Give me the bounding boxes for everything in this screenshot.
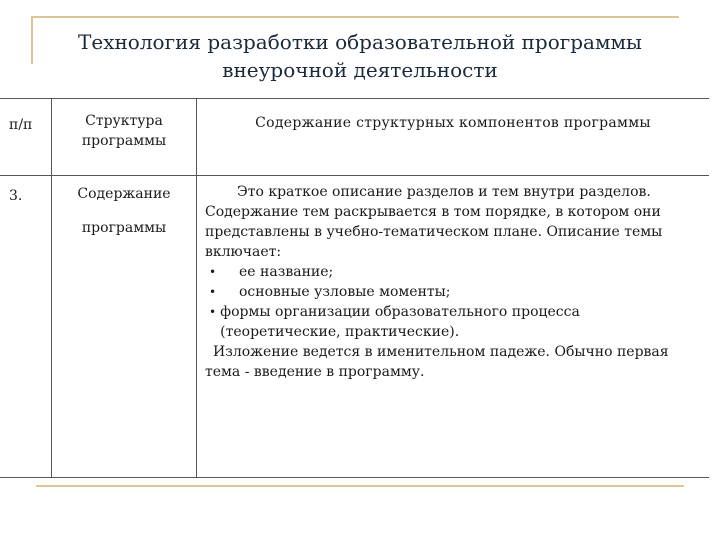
list-item	[205, 282, 701, 302]
bullet-icon: •	[209, 285, 217, 299]
bullet-text: основные узловые моменты;	[239, 284, 451, 300]
row-structure	[52, 176, 197, 478]
table-header-row	[0, 99, 709, 176]
header-number: п/п	[0, 99, 52, 176]
program-structure-table	[0, 98, 709, 478]
content-outro: Изложение ведется в именительном падеже. Обычно первая тема - введение в программу.	[205, 344, 669, 380]
list-item	[205, 302, 701, 342]
table-row	[0, 176, 709, 478]
row-structure-line2: программы	[81, 220, 167, 236]
list-item	[205, 262, 701, 282]
left-divider	[31, 16, 33, 64]
bullet-icon: •	[209, 265, 217, 279]
row-structure-line1: Содержание	[77, 186, 171, 202]
header-content: Содержание структурных компонентов программы	[197, 99, 710, 176]
row-content	[197, 176, 710, 478]
slide-title: Технология разработки образовательной программы внеурочной деятельности	[78, 30, 642, 82]
bullet-text: формы организации образовательного процесса (теоретические, практические).	[220, 304, 580, 340]
bullet-text: ее название;	[239, 264, 334, 280]
row-number: 3.	[9, 188, 23, 204]
content-intro: Это краткое описание разделов и тем внутри разделов. Содержание тем раскрывается в том порядке, в котором они представлены в учебно-тематическом плане. Описание темы включает:	[205, 184, 663, 260]
bullet-icon: •	[209, 305, 217, 319]
top-divider	[31, 16, 679, 18]
bottom-divider	[36, 485, 684, 487]
header-structure: Структура программы	[52, 99, 197, 176]
